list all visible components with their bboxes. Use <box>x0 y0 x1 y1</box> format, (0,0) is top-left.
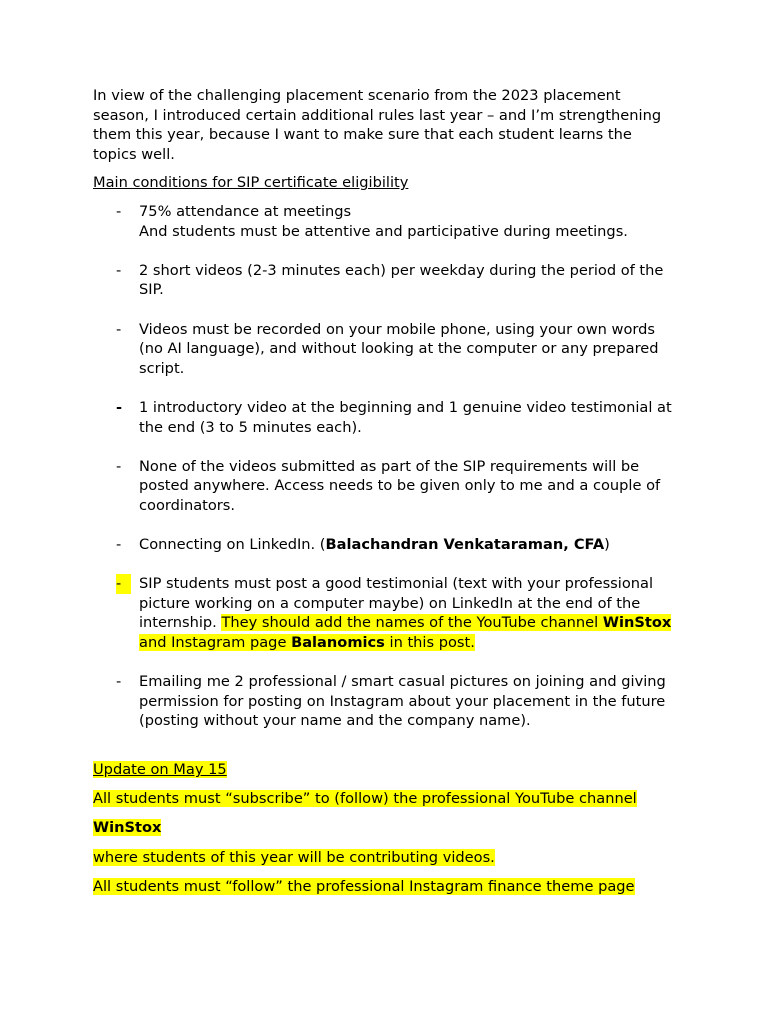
bullet-dash: - <box>116 457 122 475</box>
youtube-channel-name: WinStox <box>93 819 162 837</box>
bullet-text: Videos must be recorded on your mobile phone, using your own words (no AI language), and without looking at the computer or any prepared script. <box>139 320 659 377</box>
bullet-dash: - <box>116 536 122 554</box>
linkedin-name: Balachandran Venkataraman, CFA <box>325 536 605 554</box>
highlighted-text: and Instagram page <box>139 634 292 652</box>
bullet-dash: - <box>116 261 122 279</box>
list-item <box>93 261 678 300</box>
update-line: All students must “follow” the professional Instagram finance theme page <box>93 877 635 895</box>
bullet-text: 75% attendance at meetings <box>139 202 352 220</box>
conditions-list <box>93 202 678 731</box>
bullet-text: None of the videos submitted as part of the SIP requirements will be posted anywhere. Access needs to be given only to me and a couple of coordinators. <box>139 457 661 514</box>
bullet-text: 2 short videos (2-3 minutes each) per weekday during the period of the SIP. <box>139 261 664 299</box>
bullet-dash: - <box>116 202 122 220</box>
bullet-dash: - <box>116 398 123 416</box>
bullet-text: ) <box>604 536 610 554</box>
update-line: where students of this year will be contributing videos. <box>93 848 495 866</box>
update-line: All students must “subscribe” to (follow) the professional YouTube channel <box>93 790 637 808</box>
list-item <box>93 202 678 241</box>
bullet-text: Emailing me 2 professional / smart casual pictures on joining and giving permission for posting on Instagram about your placement in the future (posting without your name and the company name). <box>139 673 666 730</box>
list-item <box>93 535 678 555</box>
list-item <box>93 457 678 516</box>
bullet-text: SIP students must post a good testimonial (text with your professional picture working on a computer maybe) on LinkedIn at the end of the internship. <box>139 575 654 632</box>
highlighted-text: They should add the names of the YouTube channel <box>221 614 603 632</box>
list-item <box>93 574 678 652</box>
instagram-page-name: Balanomics <box>291 634 385 652</box>
list-item <box>93 672 678 731</box>
list-item <box>93 320 678 379</box>
bullet-dash: - <box>116 574 131 594</box>
document-page <box>93 86 678 906</box>
update-section <box>93 760 678 896</box>
section-heading: Main conditions for SIP certificate eligibility <box>93 174 409 192</box>
highlighted-text: in this post. <box>384 634 475 652</box>
update-title: Update on May 15 <box>93 761 227 778</box>
youtube-channel-name: WinStox <box>602 614 672 632</box>
bullet-text: Connecting on LinkedIn. ( <box>139 536 326 554</box>
bullet-text: 1 introductory video at the beginning and 1 genuine video testimonial at the end (3 to 5 minutes each). <box>139 398 672 436</box>
bullet-text: And students must be attentive and participative during meetings. <box>139 222 628 240</box>
intro-paragraph: In view of the challenging placement scenario from the 2023 placement season, I introduced certain additional rules last year – and I’m strengthening them this year, because I want to make sure that each student learns the topics well. <box>93 87 662 163</box>
bullet-dash: - <box>116 673 122 691</box>
bullet-dash: - <box>116 320 122 338</box>
list-item <box>93 398 678 437</box>
